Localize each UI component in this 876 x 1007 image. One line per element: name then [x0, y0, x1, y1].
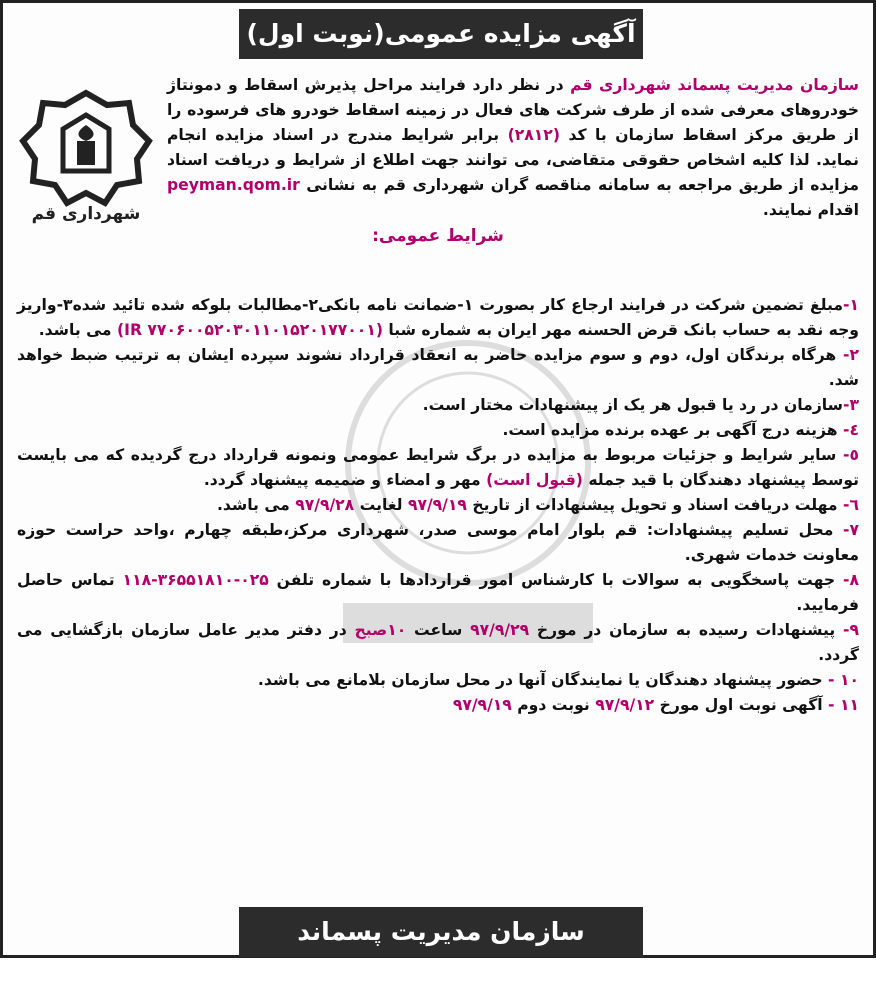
condition-text-cont: لغایت	[354, 496, 408, 514]
organization-name: سازمان مدیریت پسماند شهرداری قم	[570, 76, 859, 94]
condition-text: مبلغ تضمین شرکت در فرایند ارجاع کار بصورت ۱-ضمانت نامه بانکی۲-مطالبات بلوکه شده تائید شده۳-واریز وجه نقد به حساب بانک قرض الحسنه مهر ایران به شماره شبا	[17, 296, 859, 339]
condition-highlight-2: ۱۰صبح	[354, 621, 407, 639]
condition-text-cont: ساعت	[406, 621, 471, 639]
condition-text-cont: نوبت دوم	[511, 696, 596, 714]
condition-item	[17, 393, 859, 418]
condition-text-cont: می باشد.	[38, 321, 118, 339]
condition-highlight: ۰۲۵-۳۶۵۵۱۸۱۰-۱۱۸	[122, 571, 269, 589]
page-title: آگهی مزایده عمومی(نوبت اول)	[239, 9, 643, 59]
condition-item	[17, 293, 859, 343]
condition-highlight: (قبول است)	[486, 471, 583, 489]
condition-text: آگهی نوبت اول مورخ	[654, 696, 829, 714]
condition-item	[17, 518, 859, 568]
condition-number: ۱۱ -	[828, 696, 859, 714]
condition-text-cont: مهر و امضاء و ضمیمه پیشنهاد گردد.	[203, 471, 487, 489]
condition-number: ۱۰ -	[828, 671, 859, 689]
condition-text: حضور پیشنهاد دهندگان یا نمایندگان آنها در محل سازمان بلامانع می باشد.	[257, 671, 829, 689]
condition-number: ۸-	[843, 571, 860, 589]
condition-number: ٤-	[842, 421, 859, 439]
condition-number: ۲-	[842, 346, 859, 364]
condition-text: هزینه درج آگهی بر عهده برنده مزایده است.	[502, 421, 843, 439]
condition-highlight: ۹۷/۹/۲۹	[470, 621, 530, 639]
intro-text-2: برابر شرایط مندرج در اسناد مزایده انجام نماید. لذا کلیه اشخاص حقوقی متقاضی، می توانند جهت اطلاع از شرایط و دریافت اسناد مزایده از طریق مراجعه به سامانه مناقصه گران شهرداری قم به نشانی	[167, 126, 859, 194]
condition-highlight-2: ۹۷/۹/۱۹	[452, 696, 512, 714]
condition-number: ٥-	[842, 446, 859, 464]
website-link[interactable]: peyman.qom.ir	[167, 176, 300, 194]
condition-number: ۳-	[842, 396, 859, 414]
condition-text-cont: تماس حاصل فرمایید.	[17, 571, 859, 614]
condition-number: ۷-	[842, 521, 859, 539]
condition-text: هرگاه برندگان اول، دوم و سوم مزایده حاضر به انعقاد قرارداد نشوند سپرده ایشان به ترتیب ضبط خواهد شد.	[17, 346, 859, 389]
condition-number: ۹-	[842, 621, 859, 639]
condition-number: ۱-	[842, 296, 859, 314]
condition-item	[17, 568, 859, 618]
condition-text-end: در دفتر مدیر عامل سازمان بازگشایی می گردد.	[17, 621, 859, 664]
condition-text: سایر شرایط و جزئیات مربوط به مزایده در برگ شرایط عمومی ونمونه قرارداد درج گردیده که می بایست توسط پیشنهاد دهندگان با قید جمله	[17, 446, 859, 489]
intro-text-3: اقدام نمایند.	[762, 201, 859, 219]
condition-item	[17, 693, 859, 718]
condition-item	[17, 493, 859, 518]
condition-number: ٦-	[842, 496, 859, 514]
intro-text-1: در نظر دارد فرایند مراحل پذیرش اسقاط و دمونتاژ خودروهای معرفی شده از طرف شرکت های فعال در زمینه اسقاط خودرو های فرسوده را از طریق مرکز اسقاط سازمان با کد	[167, 76, 859, 144]
condition-highlight-2: ۹۷/۹/۲۸	[295, 496, 355, 514]
condition-text: سازمان در رد یا قبول هر یک از پیشنهادات مختار است.	[422, 396, 843, 414]
condition-text: جهت پاسخگویی به سوالات با کارشناس امور قراردادها با شماره تلفن	[268, 571, 843, 589]
condition-item	[17, 443, 859, 493]
logo-text: شهرداری قم	[31, 204, 141, 224]
conditions-list	[17, 293, 859, 718]
condition-item	[17, 668, 859, 693]
condition-text: مهلت دریافت اسناد و تحویل پیشنهادات از تاریخ	[466, 496, 843, 514]
center-code: (۲۸۱۲)	[507, 126, 560, 144]
intro-paragraph	[17, 73, 859, 249]
condition-highlight: ۹۷/۹/۱۹	[407, 496, 467, 514]
condition-item	[17, 618, 859, 668]
conditions-heading: شرایط عمومی:	[372, 226, 504, 246]
condition-highlight: (IR ۷۷۰۶۰۰۵۲۰۳۰۱۱۰۱۵۲۰۱۷۷۰۰۱)	[117, 321, 383, 339]
condition-item	[17, 343, 859, 393]
condition-highlight: ۹۷/۹/۱۲	[595, 696, 655, 714]
condition-text-end: می باشد.	[216, 496, 296, 514]
condition-item	[17, 418, 859, 443]
condition-text: محل تسلیم پیشنهادات: قم بلوار امام موسی صدر، شهرداری مرکز،طبقه چهارم ،واحد حراست حوزه معاونت خدمات شهری.	[17, 521, 859, 564]
condition-text: پیشنهادات رسیده به سازمان در مورخ	[529, 621, 843, 639]
footer-title: سازمان مدیریت پسماند شهرداری قم	[239, 907, 643, 957]
